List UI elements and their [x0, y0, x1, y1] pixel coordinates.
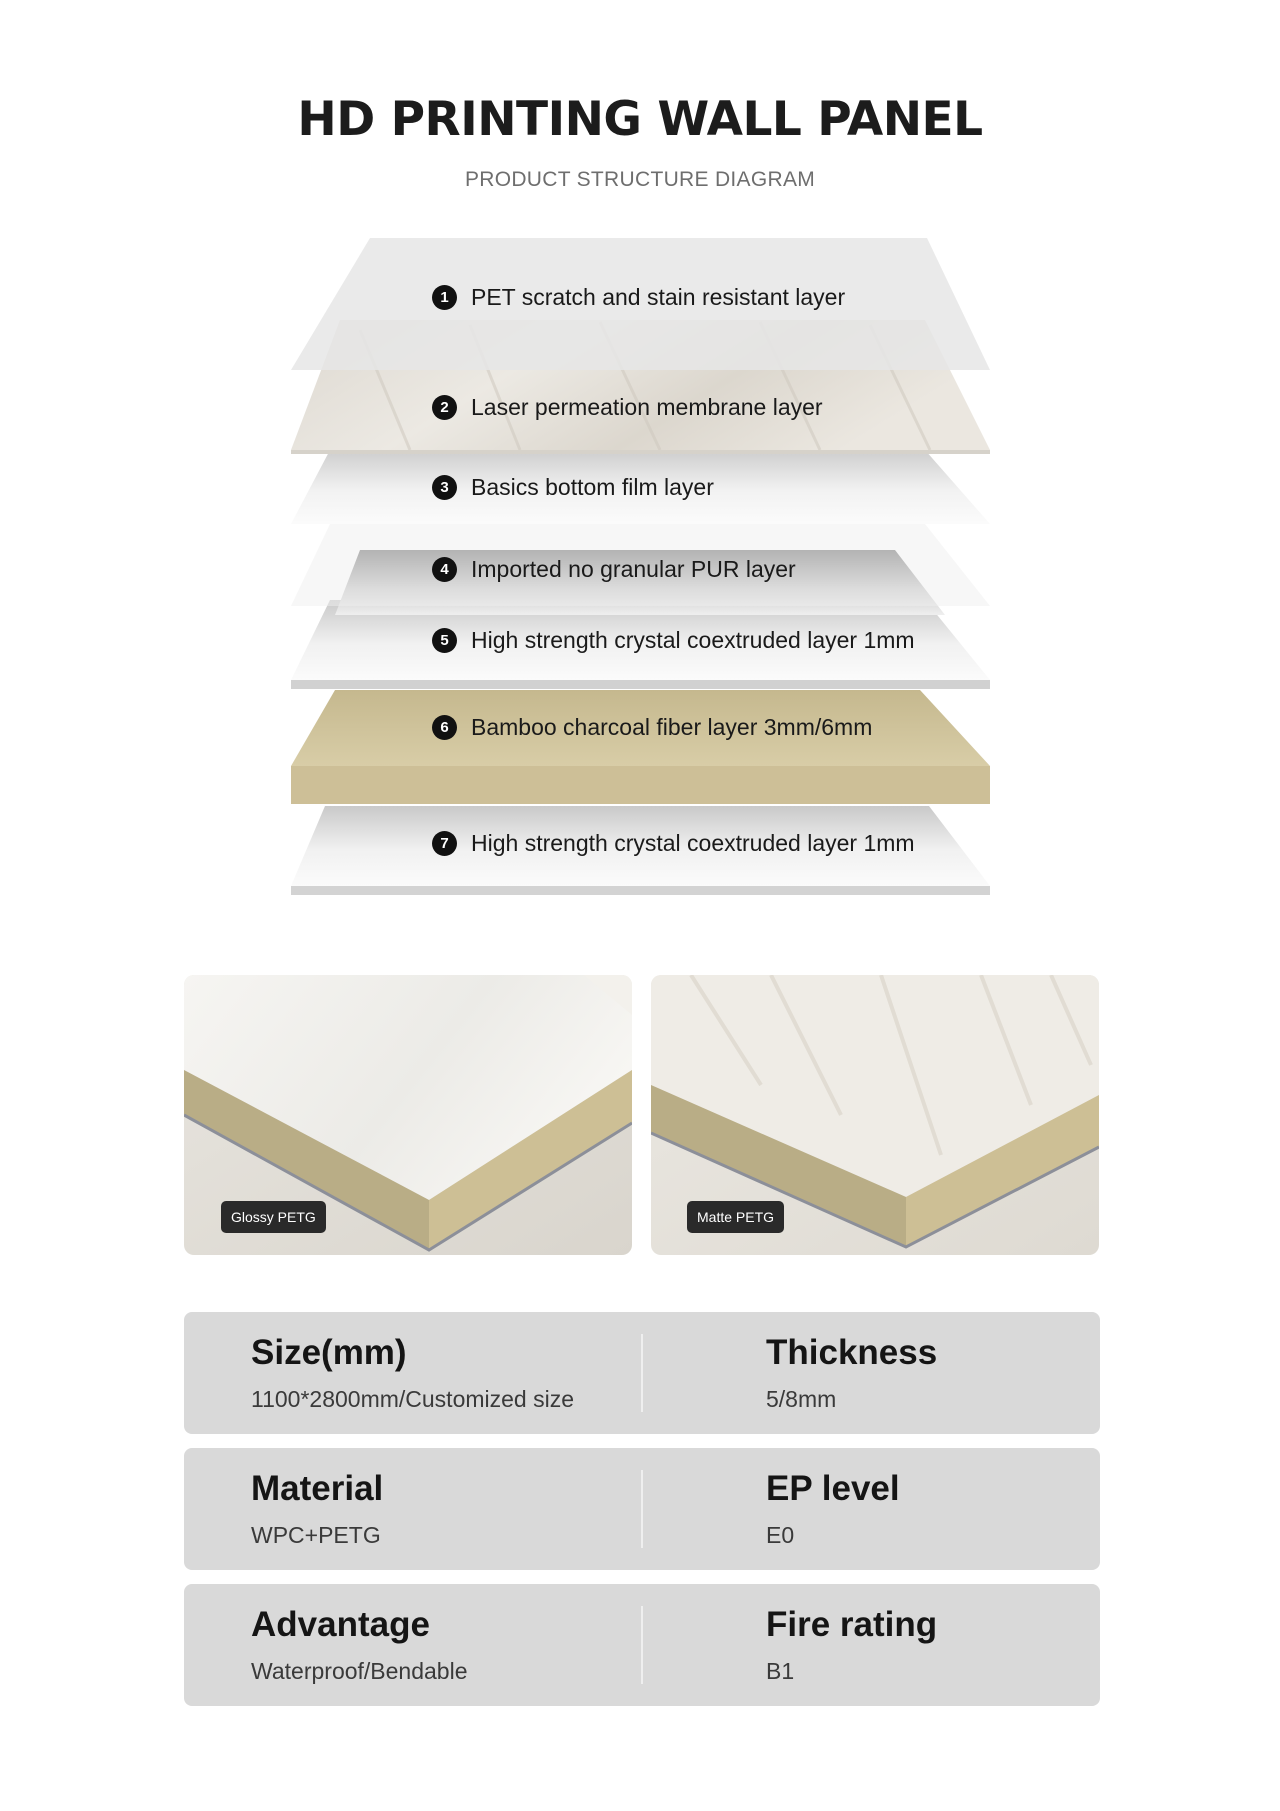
layer-4-text: Imported no granular PUR layer — [471, 555, 796, 582]
layer-6-number: 6 — [432, 715, 457, 740]
layer-2-label — [432, 392, 823, 422]
spec-divider — [641, 1606, 643, 1684]
layer-3-label — [432, 472, 714, 502]
spec-size-label: Size(mm) — [251, 1333, 407, 1372]
spec-fire-rating — [766, 1604, 937, 1685]
spec-thickness-label: Thickness — [766, 1333, 938, 1372]
spec-thickness — [766, 1332, 937, 1413]
spec-ep-level-label: EP level — [766, 1469, 900, 1508]
layer-5-text: High strength crystal coextruded layer 1mm — [471, 626, 915, 653]
glossy-petg-photo — [184, 975, 632, 1255]
matte-petg-photo — [651, 975, 1099, 1255]
layer-6-text: Bamboo charcoal fiber layer 3mm/6mm — [471, 713, 873, 740]
spec-material-value: WPC+PETG — [251, 1522, 381, 1548]
spec-material — [251, 1468, 383, 1549]
spec-advantage-label: Advantage — [251, 1605, 430, 1644]
spec-fire-rating-label: Fire rating — [766, 1605, 938, 1644]
layer-1-label — [432, 282, 845, 312]
layer-7-number: 7 — [432, 831, 457, 856]
layer-4-number: 4 — [432, 557, 457, 582]
layer-5-number: 5 — [432, 628, 457, 653]
spec-size — [251, 1332, 574, 1413]
matte-petg-tag: Matte PETG — [687, 1201, 784, 1233]
layer-6-label — [432, 712, 872, 742]
spec-row-material-ep — [184, 1448, 1100, 1570]
spec-fire-rating-value: B1 — [766, 1658, 795, 1684]
spec-material-label: Material — [251, 1469, 384, 1508]
layer-7-text: High strength crystal coextruded layer 1mm — [471, 829, 915, 856]
spec-thickness-value: 5/8mm — [766, 1386, 837, 1412]
layer-4-label — [432, 554, 796, 584]
spec-advantage — [251, 1604, 468, 1685]
spec-size-value: 1100*2800mm/Customized size — [251, 1386, 575, 1412]
spec-advantage-value: Waterproof/Bendable — [251, 1658, 468, 1684]
layer-1-number: 1 — [432, 285, 457, 310]
layer-2-text: Laser permeation membrane layer — [471, 393, 823, 420]
layer-3-number: 3 — [432, 475, 457, 500]
layer-6-shape — [291, 690, 990, 804]
structure-diagram — [0, 0, 1280, 900]
spec-ep-level — [766, 1468, 900, 1549]
page-title: HD PRINTING WALL PANEL — [297, 92, 983, 147]
layer-5-label — [432, 625, 915, 655]
spec-divider — [641, 1334, 643, 1412]
spec-divider — [641, 1470, 643, 1548]
glossy-petg-tag: Glossy PETG — [221, 1201, 326, 1233]
layer-7-label — [432, 828, 915, 858]
page-subtitle: PRODUCT STRUCTURE DIAGRAM — [464, 168, 816, 191]
spec-row-size-thickness — [184, 1312, 1100, 1434]
layer-1-text: PET scratch and stain resistant layer — [471, 283, 846, 310]
layer-2-number: 2 — [432, 395, 457, 420]
layer-3-text: Basics bottom film layer — [471, 473, 714, 500]
spec-row-advantage-fire — [184, 1584, 1100, 1706]
spec-ep-level-value: E0 — [766, 1522, 795, 1548]
